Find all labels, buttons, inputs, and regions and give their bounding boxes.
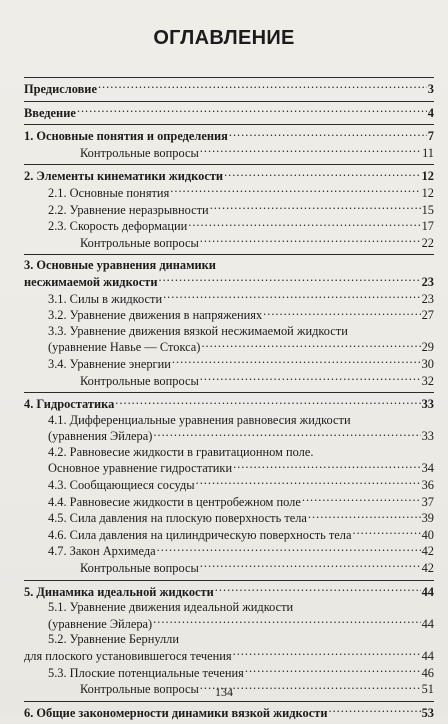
toc-entry-2-2[interactable] — [24, 202, 434, 219]
toc-entry-title: 5.3. Плоские потенциальные течения — [48, 665, 244, 680]
toc-entry-page: 30 — [421, 356, 434, 371]
toc-entry-title: 4.2. Равновесие жидкости в гравитационном поле. — [48, 444, 314, 459]
leader-dots — [229, 128, 427, 140]
toc-entry-title: 4. Гидростатика — [24, 397, 115, 412]
toc-entry-title: 6. Общие закономерности динамики вязкой жидкости — [24, 705, 328, 720]
toc-entry-page: 42 — [421, 544, 434, 559]
toc-entry-title: 5.2. Уравнение Бернулли — [48, 632, 179, 647]
toc-entry-title: 4.3. Сообщающиеся сосуды — [48, 478, 195, 493]
toc-entry-title: несжимаемой жидкости — [24, 274, 158, 289]
leader-dots — [200, 235, 421, 247]
leader-dots — [153, 428, 420, 440]
toc-entry-title: 2. Элементы кинематики жидкости — [24, 169, 224, 184]
toc-entry-title: Предисловие — [24, 82, 97, 96]
toc-entry-title: 2.2. Уравнение неразрывности — [48, 202, 209, 217]
toc-entry-title: 5. Динамика идеальной жидкости — [24, 584, 214, 599]
toc-section — [24, 254, 434, 389]
leader-dots — [77, 105, 427, 117]
toc-section — [24, 77, 434, 98]
toc-entry-title: 1. Основные понятия и определения — [24, 129, 228, 144]
leader-dots — [158, 274, 420, 286]
leader-dots — [188, 218, 420, 230]
leader-dots — [308, 510, 421, 522]
toc-entry-title: для плоского установившегося течения — [24, 649, 232, 663]
toc-entry-page: 33 — [421, 397, 434, 412]
toc-entry-title: Контрольные вопросы — [80, 373, 199, 388]
toc-entry-3-3[interactable] — [24, 339, 434, 356]
toc-entry-3-1[interactable] — [24, 291, 434, 308]
toc-entry-page: 39 — [421, 511, 434, 526]
leader-dots — [224, 168, 421, 180]
toc-entry-title: (уравнение Эйлера) — [48, 616, 153, 631]
table-of-contents — [24, 77, 434, 724]
leader-dots — [302, 494, 421, 506]
leader-dots — [170, 185, 420, 197]
toc-entry-title: 5.1. Уравнение движения идеальной жидкости — [48, 600, 294, 615]
leader-dots — [245, 665, 421, 677]
toc-entry-5-1-line1[interactable] — [24, 600, 434, 616]
toc-entry-page: 7 — [427, 129, 434, 144]
toc-entry-page: 33 — [421, 429, 434, 444]
leader-dots — [210, 202, 421, 214]
toc-entry-introduction[interactable] — [24, 105, 434, 122]
toc-entry-page: 53 — [421, 705, 434, 720]
toc-entry-title: Контрольные вопросы — [80, 561, 199, 576]
toc-entry-review-questions[interactable] — [24, 145, 434, 162]
toc-entry-title: 4.7. Закон Архимеда — [48, 544, 156, 559]
toc-entry-page: 12 — [421, 169, 434, 184]
toc-entry-chapter-3[interactable] — [24, 274, 434, 291]
toc-entry-chapter-6[interactable] — [24, 705, 434, 722]
page-number: 134 — [215, 685, 233, 699]
toc-entry-title: Контрольные вопросы — [80, 145, 199, 160]
toc-entry-page: 44 — [421, 584, 434, 599]
toc-entry-4-2[interactable] — [24, 460, 434, 477]
toc-entry-3-2[interactable] — [24, 307, 434, 324]
toc-entry-page: 32 — [421, 373, 434, 388]
toc-entry-title: 4.6. Сила давления на цилиндрическую поверхность тела — [48, 527, 352, 542]
toc-entry-title: 3.1. Силы в жидкости — [48, 291, 163, 306]
leader-dots — [201, 339, 420, 351]
leader-dots — [98, 81, 427, 93]
leader-dots — [153, 616, 420, 628]
leader-dots — [200, 560, 421, 572]
toc-entry-5-3[interactable] — [24, 665, 434, 682]
toc-entry-review-questions[interactable] — [24, 560, 434, 577]
leader-dots — [233, 648, 421, 660]
toc-entry-chapter-4[interactable] — [24, 396, 434, 413]
toc-entry-2-1[interactable] — [24, 185, 434, 202]
toc-entry-preface[interactable] — [24, 81, 434, 98]
toc-entry-page: 34 — [421, 461, 434, 476]
toc-entry-title: 2.1. Основные понятия — [48, 185, 170, 200]
leader-dots — [115, 396, 420, 408]
leader-dots — [157, 543, 421, 555]
toc-entry-page: 22 — [421, 235, 434, 250]
toc-section — [24, 164, 434, 251]
toc-entry-title: 3.4. Уравнение энергии — [48, 356, 171, 371]
toc-entry-title: 2.3. Скорость деформации — [48, 219, 188, 234]
toc-entry-4-3[interactable] — [24, 477, 434, 494]
toc-entry-page: 37 — [421, 494, 434, 509]
toc-entry-page: 36 — [421, 478, 434, 493]
toc-entry-page: 51 — [421, 682, 434, 697]
leader-dots — [172, 356, 421, 368]
toc-entry-page: 23 — [421, 291, 434, 306]
toc-entry-page: 44 — [421, 616, 434, 631]
leader-dots — [352, 527, 420, 539]
toc-entry-page: 46 — [421, 665, 434, 680]
toc-section — [24, 580, 434, 698]
toc-entry-page: 44 — [421, 649, 434, 663]
leader-dots — [233, 460, 421, 472]
toc-entry-5-1[interactable] — [24, 616, 434, 633]
toc-entry-3-3-line1[interactable] — [24, 324, 434, 340]
toc-entry-4-1[interactable] — [24, 428, 434, 445]
toc-entry-review-questions[interactable] — [24, 373, 434, 390]
toc-entry-page: 17 — [421, 219, 434, 234]
toc-entry-page: 23 — [421, 274, 434, 289]
toc-entry-title: 4.4. Равновесие жидкости в центробежном поле — [48, 494, 301, 509]
toc-entry-review-questions[interactable] — [24, 235, 434, 252]
toc-entry-page: 42 — [421, 561, 434, 576]
toc-entry-title: (уравнения Эйлера) — [48, 429, 153, 444]
toc-entry-4-4[interactable] — [24, 494, 434, 511]
toc-section — [24, 701, 434, 722]
toc-entry-page: 3 — [427, 82, 434, 96]
toc-section — [24, 392, 434, 577]
toc-entry-chapter-1[interactable] — [24, 128, 434, 145]
toc-entry-title: Основное уравнение гидростатики — [48, 461, 233, 476]
toc-entry-4-5[interactable] — [24, 510, 434, 527]
toc-entry-title: 4.5. Сила давления на плоскую поверхность тела — [48, 511, 307, 526]
toc-entry-chapter-5[interactable] — [24, 584, 434, 601]
toc-entry-page: 27 — [421, 308, 434, 323]
toc-entry-4-6[interactable] — [24, 527, 434, 544]
toc-entry-page: 15 — [421, 202, 434, 217]
toc-entry-chapter-3-line1[interactable] — [24, 258, 434, 274]
toc-entry-5-2[interactable] — [24, 648, 434, 665]
toc-section — [24, 124, 434, 161]
leader-dots — [163, 291, 421, 303]
toc-entry-page: 11 — [422, 145, 434, 160]
toc-entry-page: 40 — [421, 527, 434, 542]
toc-entry-5-2-line1[interactable] — [24, 632, 434, 648]
toc-entry-title: 3. Основные уравнения динамики — [24, 258, 216, 273]
toc-entry-page: 12 — [421, 185, 434, 200]
toc-entry-title: (уравнение Навье — Стокса) — [48, 340, 201, 355]
toc-entry-4-7[interactable] — [24, 543, 434, 560]
toc-section — [24, 101, 434, 122]
leader-dots — [263, 307, 420, 319]
toc-entry-page: 29 — [421, 340, 434, 355]
toc-entry-page: 4 — [427, 105, 434, 120]
leader-dots — [200, 373, 421, 385]
leader-dots — [328, 705, 420, 717]
toc-entry-chapter-2[interactable] — [24, 168, 434, 185]
leader-dots — [196, 477, 421, 489]
toc-entry-title: Введение — [24, 105, 76, 120]
leader-dots — [200, 145, 421, 157]
toc-entry-3-4[interactable] — [24, 356, 434, 373]
toc-entry-title: 3.3. Уравнение движения вязкой несжимаемой жидкости — [48, 323, 348, 338]
toc-entry-title: Контрольные вопросы — [80, 235, 199, 250]
page-title: ОГЛАВЛЕНИЕ — [153, 27, 295, 49]
toc-entry-4-2-line1[interactable] — [24, 445, 434, 461]
toc-entry-title: Контрольные вопросы — [80, 682, 199, 697]
leader-dots — [215, 584, 421, 596]
toc-entry-title: 3.2. Уравнение движения в напряжениях — [48, 308, 263, 323]
toc-entry-title: 4.1. Дифференциальные уравнения равновесия жидкости — [48, 412, 351, 427]
toc-entry-4-1-line1[interactable] — [24, 413, 434, 429]
toc-entry-2-3[interactable] — [24, 218, 434, 235]
